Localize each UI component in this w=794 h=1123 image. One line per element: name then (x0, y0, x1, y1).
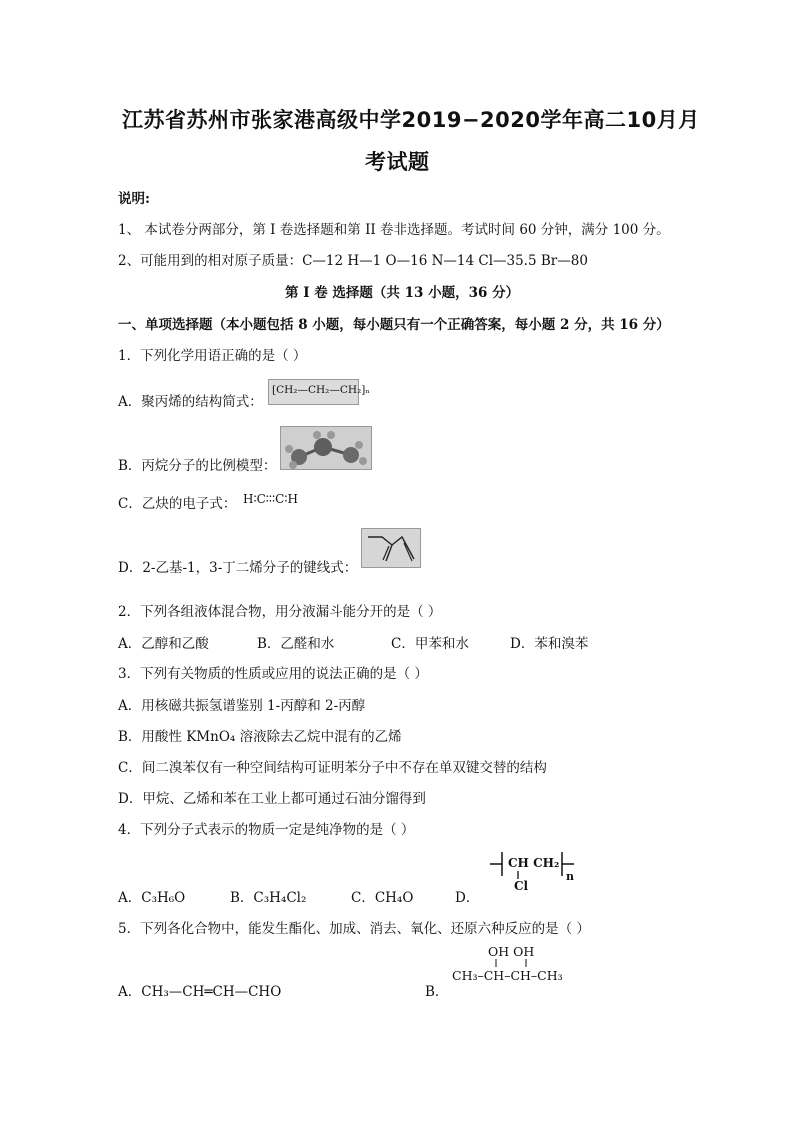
butanediol-hydroxyls: OH OH (488, 944, 535, 959)
propane-model-image (280, 426, 372, 470)
pvc-substituent: Cl (514, 879, 529, 893)
note-2: 2、可能用到的相对原子质量：C—12 H—1 O—16 N—14 Cl—35.5 Br—80 (118, 253, 588, 269)
q3-option-b: B．用酸性 KMnO₄ 溶液除去乙烷中混有的乙烯 (118, 729, 402, 745)
q4-option-b: B．C₃H₄Cl₂ (230, 890, 307, 906)
page-title-line1: 江苏省苏州市张家港高级中学2019−2020学年高二10月月 (122, 108, 700, 132)
q3-stem: 3．下列有关物质的性质或应用的说法正确的是（ ） (118, 666, 428, 682)
q3-option-c: C．间二溴苯仅有一种空间结构可证明苯分子中不存在单双键交替的结构 (118, 760, 547, 776)
q4-stem: 4．下列分子式表示的物质一定是纯净物的是（ ） (118, 822, 415, 838)
acetylene-electron-formula: H∶C∶∶∶C∶H (243, 492, 298, 506)
q1-option-b: B．丙烷分子的比例模型： (118, 458, 277, 474)
q1-stem: 1．下列化学用语正确的是（ ） (118, 348, 307, 364)
polyvinyl-chloride-structure (488, 846, 584, 892)
pvc-subscript-n: n (566, 870, 574, 883)
butanediol-structure (452, 942, 592, 990)
page-title-line2: 考试题 (365, 150, 430, 174)
q3-option-a: A．用核磁共振氢谱鉴别 1-丙醇和 2-丙醇 (118, 698, 366, 714)
part-heading: 第 I 卷 选择题（共 13 小题，36 分） (285, 285, 520, 301)
bond-line-structure-image (361, 528, 421, 568)
q1-option-a: A．聚丙烯的结构简式： (118, 394, 263, 410)
polypropylene-formula-text: [CH₂—CH₂—CH₂]ₙ (272, 384, 370, 396)
q4-option-d: D． (455, 890, 480, 906)
q2-option-a: A．乙醇和乙酸 (118, 636, 209, 652)
butanediol-chain: CH₃–CH–CH–CH₃ (452, 968, 563, 983)
q5-option-b: B． (425, 984, 449, 1000)
q5-option-a: A．CH₃—CH═CH—CHO (118, 984, 282, 1000)
q2-option-c: C．甲苯和水 (391, 636, 469, 652)
note-heading: 说明: (118, 191, 150, 207)
bond-line-structure-svg (362, 529, 420, 567)
note-1: 1、 本试卷分两部分，第 I 卷选择题和第 II 卷非选择题。考试时间 60 分钟，满分 100 分。 (118, 222, 670, 238)
q2-option-d: D．苯和溴苯 (510, 636, 589, 652)
q4-option-c: C．CH₄O (351, 890, 414, 906)
pvc-main-chain: CH CH₂ (508, 856, 560, 870)
propane-model-svg (281, 427, 371, 469)
q5-stem: 5．下列各化合物中，能发生酯化、加成、消去、氧化、还原六种反应的是（ ） (118, 921, 590, 937)
q3-option-d: D．甲烷、乙烯和苯在工业上都可通过石油分馏得到 (118, 791, 426, 807)
q4-option-a: A．C₃H₆O (118, 890, 186, 906)
q1-option-c: C．乙炔的电子式： (118, 496, 237, 512)
polypropylene-formula-image (268, 379, 370, 405)
q2-stem: 2．下列各组液体混合物，用分液漏斗能分开的是（ ） (118, 604, 442, 620)
section-heading: 一、单项选择题（本小题包括 8 小题，每小题只有一个正确答案，每小题 2 分，共 16 分） (118, 317, 670, 333)
q2-option-b: B．乙醛和水 (257, 636, 335, 652)
q1-option-d: D．2-乙基-1，3-丁二烯分子的键线式： (118, 560, 358, 576)
